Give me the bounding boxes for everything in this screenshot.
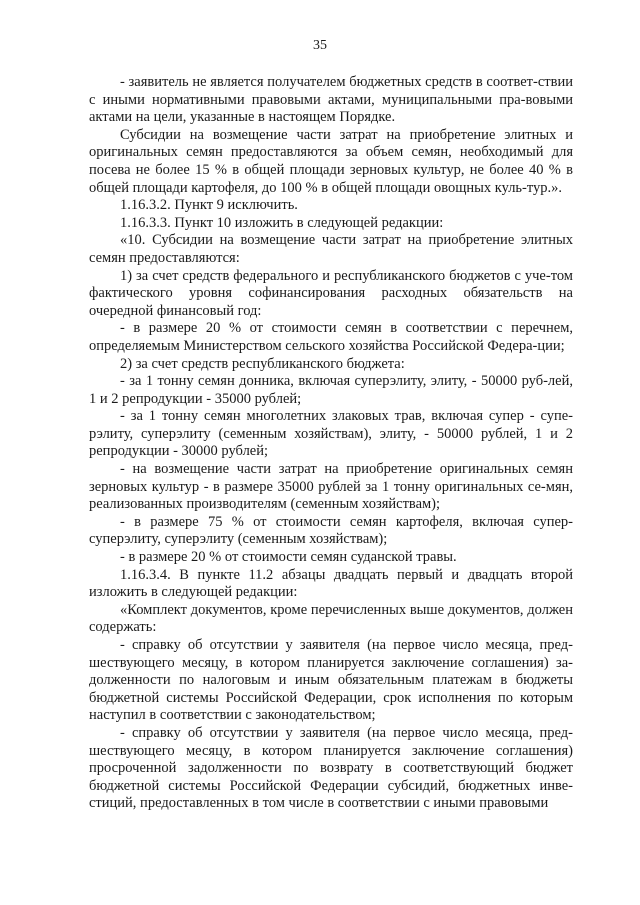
- paragraph-tax-debt-certificate: - справку об отсутствии у заявителя (на первое число месяца, пред-шествующего месяцу, в котором планируется заключение соглашения) за-долженности по налоговым и иным обязательным платежам в бюджеты бюджетной системы Российской Федерации, срок исполнения по которым наступил в соответствии с законодательством;: [89, 637, 573, 724]
- paragraph-1-16-3-3: 1.16.3.3. Пункт 10 изложить в следующей редакции:: [120, 214, 444, 231]
- paragraph-potato-seeds: - в размере 75 % от стоимости семян картофеля, включая супер-суперэлиту, суперэлиту (семенным хозяйствам);: [89, 513, 573, 548]
- paragraph-overdue-debt-certificate: - справку об отсутствии у заявителя (на первое число месяца, пред-шествующего месяцу, в котором планируется заключение соглашения) просроченной задолженности по возврату в соответствующий бюджет бюджетной системы Российской Федерации субсидий, бюджетных инве-стиций, предоставленных в том числе в соответствии с иными правовыми: [89, 724, 573, 812]
- paragraph-1-16-3-4: 1.16.3.4. В пункте 11.2 абзацы двадцать первый и двадцать второй изложить в следующей редакции:: [89, 566, 573, 601]
- paragraph-federal-republican-funds: 1) за счет средств федерального и республиканского бюджетов с уче-том фактического уровня софинансирования расходных обязательств на очередной финансовый год:: [89, 267, 573, 319]
- paragraph-item-10-intro: «10. Субсидии на возмещение части затрат на приобретение элитных семян предоставляются:: [89, 232, 573, 266]
- paragraph-original-grain-seeds: - на возмещение части затрат на приобретение оригинальных семян зерновых культур - в размере 35000 рублей за 1 тонну оригинальных се-мян, реализованных производителям (семенным хозяйствам);: [89, 461, 573, 513]
- paragraph-applicant-not-budget-recipient: - заявитель не является получателем бюджетных средств в соответ-ствии с иными нормативными правовыми актами, муниципальными пра-вовыми актами на цели, указанные в настоящем Порядке.: [89, 74, 573, 126]
- paragraph-perennial-grass-seeds: - за 1 тонну семян многолетних злаковых трав, включая супер - супе-рэлиту, суперэлиту (семенным хозяйствам), элиту, - 50000 рублей, 1 и 2 репродукции - 30000 рублей;: [89, 408, 573, 460]
- paragraph-sudan-grass-seeds: - в размере 20 % от стоимости семян суданской травы.: [120, 549, 457, 566]
- paragraph-republican-funds: 2) за счет средств республиканского бюджета:: [120, 355, 405, 372]
- paragraph-1-16-3-2: 1.16.3.2. Пункт 9 исключить.: [120, 197, 298, 214]
- paragraph-document-package: «Комплект документов, кроме перечисленных выше документов, должен содержать:: [89, 601, 573, 636]
- paragraph-seed-volume-limits: Субсидии на возмещение части затрат на приобретение элитных и оригинальных семян предоставляются за объем семян, необходимый для посева не более 15 % в общей площади зерновых культур, не более 40 % в общей площади картофеля, до 100 % в общей площади овощных куль-тур.».: [89, 126, 573, 196]
- document-body: [89, 74, 573, 813]
- paragraph-20-percent-list: - в размере 20 % от стоимости семян в соответствии с перечнем, определяемым Министерством сельского хозяйства Российской Федера-ции;: [89, 320, 573, 354]
- paragraph-sweet-clover-seeds: - за 1 тонну семян донника, включая суперэлиту, элиту, - 50000 руб-лей, 1 и 2 репродукции - 35000 рублей;: [89, 373, 573, 407]
- page-number: 35: [313, 38, 327, 53]
